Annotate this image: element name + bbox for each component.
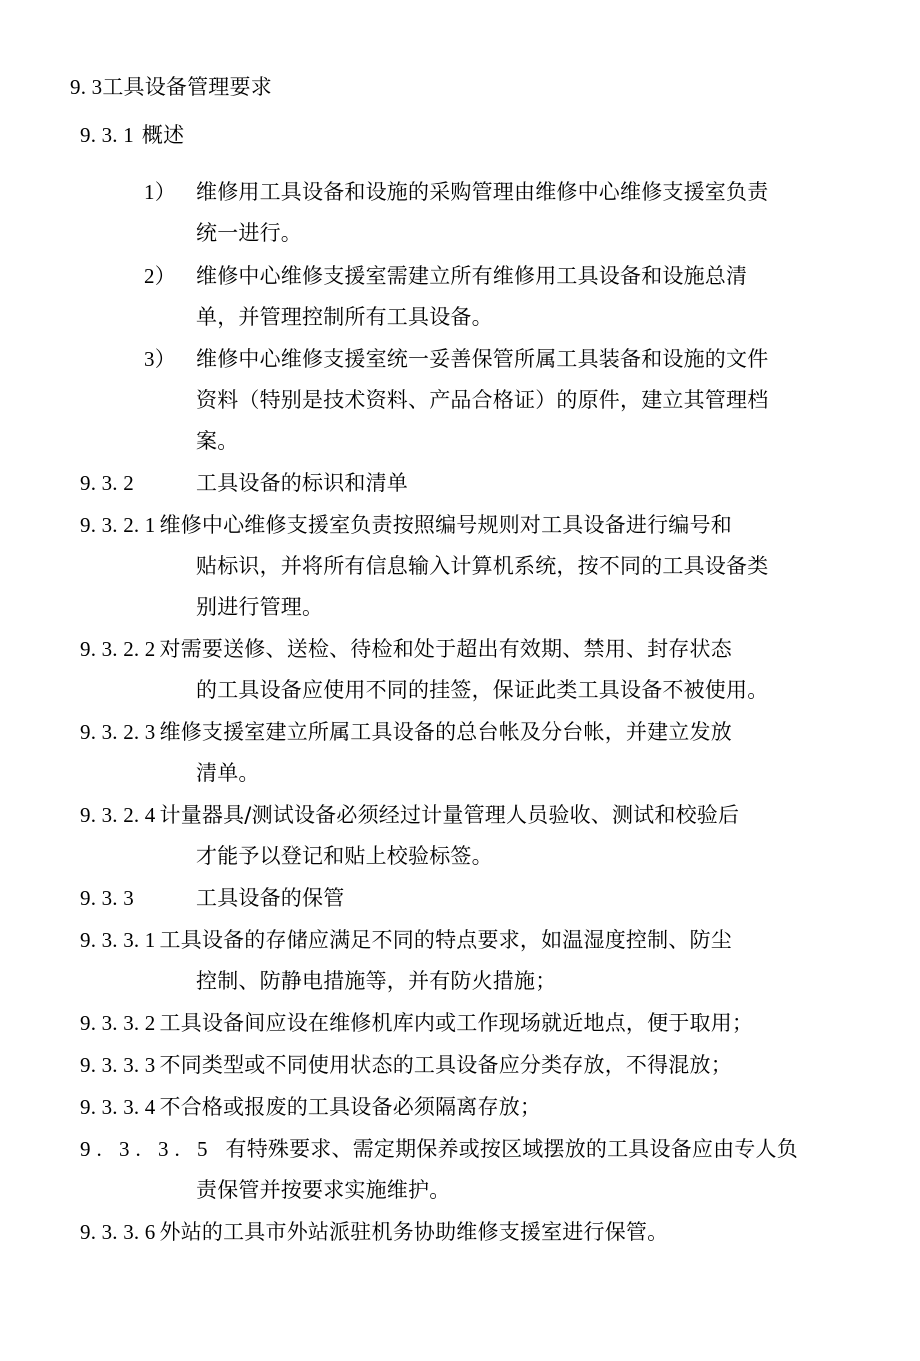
subsection-heading-9-3-1 xyxy=(80,122,184,148)
clause-text-line-1: 有特殊要求、需定期保养或按区域摆放的工具设备应由专人负 xyxy=(225,1137,798,1161)
list-item-2-line-2: 单，并管理控制所有工具设备。 xyxy=(196,305,493,329)
clause-text-line-1: 对需要送修、送检、待检和处于超出有效期、禁用、封存状态 xyxy=(159,637,732,661)
clause-9-3-2-3 xyxy=(80,719,732,745)
clause-text-line-1: 工具设备的存储应满足不同的特点要求，如温湿度控制、防尘 xyxy=(159,928,732,952)
clause-text: 工具设备间应设在维修机库内或工作现场就近地点，便于取用； xyxy=(159,1011,754,1035)
section-title xyxy=(70,74,272,100)
clause-number: 9. 3. 2. 4 xyxy=(80,803,156,827)
clause-9-3-2-3-line-2: 清单。 xyxy=(196,761,260,785)
clause-text: 不合格或报废的工具设备必须隔离存放； xyxy=(159,1095,542,1119)
list-item-2-line-1: 维修中心维修支援室需建立所有维修用工具设备和设施总清 xyxy=(196,264,748,288)
subsection-number-9-3-2: 9. 3. 2 xyxy=(80,471,134,495)
clause-9-3-2-1 xyxy=(80,512,732,538)
list-item-number-1: 1） xyxy=(144,180,176,204)
clause-9-3-3-1 xyxy=(80,927,732,953)
clause-9-3-3-6 xyxy=(80,1219,668,1245)
clause-number: 9. 3. 3. 5 xyxy=(80,1137,214,1161)
section-number: 9. 3 xyxy=(70,75,103,99)
list-item-3-line-1: 维修中心维修支援室统一妥善保管所属工具装备和设施的文件 xyxy=(196,347,769,371)
subsection-title-9-3-2: 工具设备的标识和清单 xyxy=(196,471,408,495)
clause-9-3-3-1-line-2: 控制、防静电措施等，并有防火措施； xyxy=(196,969,557,993)
clause-9-3-2-2-line-2: 的工具设备应使用不同的挂签，保证此类工具设备不被使用。 xyxy=(196,678,769,702)
subsection-title-9-3-3: 工具设备的保管 xyxy=(196,886,345,910)
clause-9-3-2-2 xyxy=(80,636,732,662)
section-title-text: 工具设备管理要求 xyxy=(102,75,272,99)
clause-9-3-2-4 xyxy=(80,802,739,828)
clause-text: 不同类型或不同使用状态的工具设备应分类存放，不得混放； xyxy=(159,1053,732,1077)
clause-9-3-3-4 xyxy=(80,1094,541,1120)
clause-text-line-1: 计量器具/测试设备必须经过计量管理人员验收、测试和校验后 xyxy=(159,803,740,827)
list-item-number-3: 3） xyxy=(144,347,176,371)
clause-9-3-2-1-line-2: 贴标识，并将所有信息输入计算机系统，按不同的工具设备类 xyxy=(196,554,769,578)
clause-number: 9. 3. 3. 6 xyxy=(80,1220,156,1244)
clause-9-3-3-5 xyxy=(80,1136,798,1162)
list-item-3-line-3: 案。 xyxy=(196,429,239,453)
clause-9-3-3-5-line-2: 责保管并按要求实施维护。 xyxy=(196,1178,451,1202)
list-item-1-line-1: 维修用工具设备和设施的采购管理由维修中心维修支援室负责 xyxy=(196,180,769,204)
clause-number: 9. 3. 3. 1 xyxy=(80,928,156,952)
clause-number: 9. 3. 2. 1 xyxy=(80,513,156,537)
clause-9-3-2-4-line-2: 才能予以登记和贴上校验标签。 xyxy=(196,844,493,868)
list-item-1-line-2: 统一进行。 xyxy=(196,221,302,245)
subsection-title: 概述 xyxy=(141,123,185,147)
list-item-number-2: 2） xyxy=(144,264,176,288)
clause-number: 9. 3. 3. 2 xyxy=(80,1011,156,1035)
clause-text-line-1: 维修支援室建立所属工具设备的总台帐及分台帐，并建立发放 xyxy=(159,720,732,744)
clause-number: 9. 3. 2. 3 xyxy=(80,720,156,744)
subsection-number: 9. 3. 1 xyxy=(80,123,134,147)
subsection-number-9-3-3: 9. 3. 3 xyxy=(80,886,134,910)
clause-text-line-1: 维修中心维修支援室负责按照编号规则对工具设备进行编号和 xyxy=(159,513,732,537)
clause-9-3-3-3 xyxy=(80,1052,732,1078)
clause-text: 外站的工具市外站派驻机务协助维修支援室进行保管。 xyxy=(159,1220,669,1244)
clause-9-3-3-2 xyxy=(80,1010,753,1036)
clause-number: 9. 3. 3. 4 xyxy=(80,1095,156,1119)
clause-9-3-2-1-line-3: 别进行管理。 xyxy=(196,595,324,619)
clause-number: 9. 3. 3. 3 xyxy=(80,1053,156,1077)
list-item-3-line-2: 资料（特别是技术资料、产品合格证）的原件，建立其管理档 xyxy=(196,388,769,412)
clause-number: 9. 3. 2. 2 xyxy=(80,637,156,661)
